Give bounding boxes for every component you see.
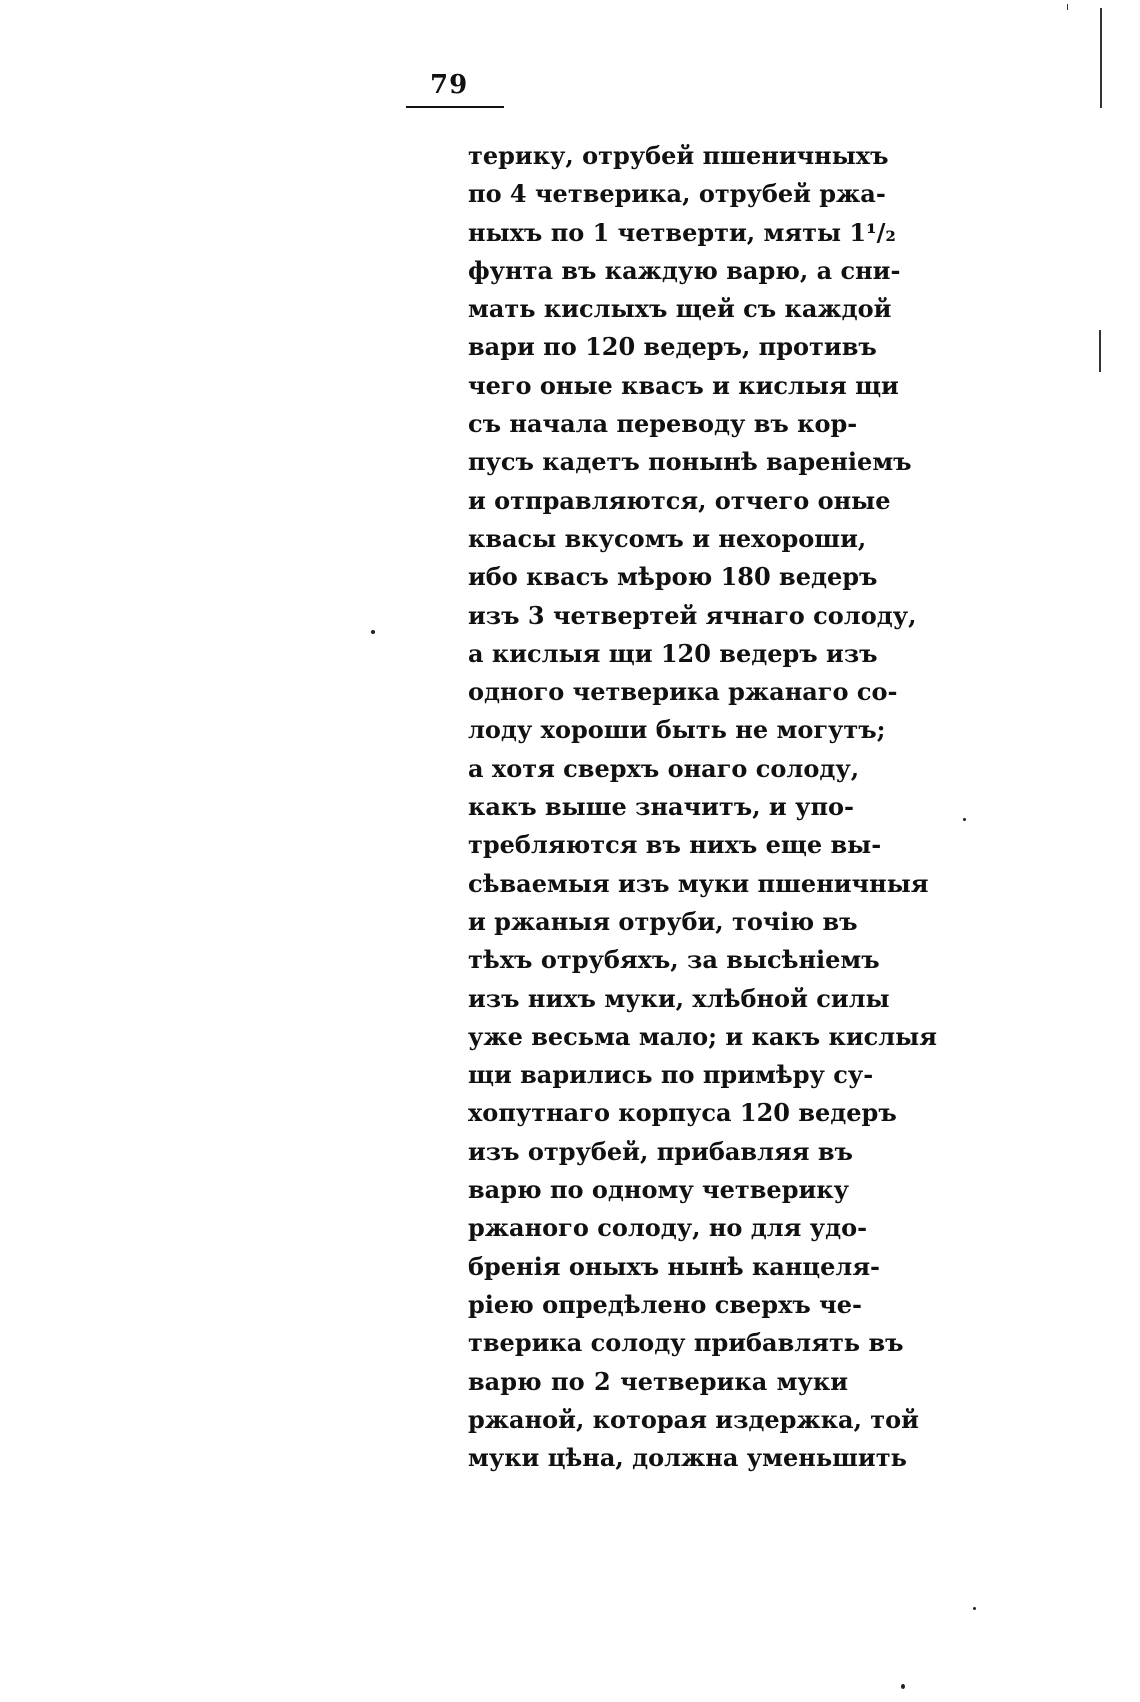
text-line: ріею опредѣлено сверхъ че- [468,1289,862,1319]
text-line: и ржаныя отруби, точію въ [468,906,858,936]
scan-speck [371,630,375,634]
text-line: съ начала переводу въ кор- [468,409,858,439]
text-line: одного четверика ржанаго со- [468,677,898,707]
text-line: варю по 2 четверика муки [468,1366,848,1396]
text-line: ржаного солоду, но для удо- [468,1213,868,1243]
text-line: фунта въ каждую варю, а сни- [468,255,901,285]
text-line: ныхъ по 1 четверти, мяты 1¹/₂ [468,217,896,247]
text-line: какъ выше значитъ, и упо- [468,792,854,822]
text-line: изъ нихъ муки, хлѣбной силы [468,983,890,1013]
text-line: изъ отрубей, прибавляя въ [468,1136,853,1166]
text-line: мать кислыхъ щей съ каждой [468,294,892,324]
text-line: изъ 3 четвертей ячнаго солоду, [468,600,917,630]
text-line: а кислыя щи 120 ведеръ изъ [468,638,878,668]
text-line: пусъ кадетъ понынѣ вареніемъ [468,447,912,477]
text-line: лоду хороши быть не могутъ; [468,715,886,745]
text-line: бренія оныхъ нынѣ канцеля- [468,1251,881,1281]
page-number: 79 [430,70,469,100]
text-line: сѣваемыя изъ муки пшеничныя [468,868,929,898]
scan-speck [901,1684,905,1689]
scan-speck [973,1607,976,1610]
text-line: варю по одному четверику [468,1175,849,1205]
text-line: квасы вкусомъ и нехороши, [468,523,867,553]
text-line: терику, отрубей пшеничныхъ [468,141,889,170]
text-line: а хотя сверхъ онаго солоду, [468,753,860,783]
text-column [468,137,937,1477]
text-line: тверика солоду прибавлять въ [468,1328,904,1358]
header-rule [406,106,504,108]
scan-edge-mark [1099,330,1101,372]
scan-edge-mark [1100,8,1102,108]
scan-edge-mark [1067,4,1068,10]
text-line: вари по 120 ведеръ, противъ [468,332,877,362]
text-line: уже весьма мало; и какъ кислыя [468,1021,937,1051]
scan-speck [963,818,966,821]
text-line: тѣхъ отрубяхъ, за высѣніемъ [468,945,880,975]
text-line: ибо квасъ мѣрою 180 ведеръ [468,562,878,592]
text-line: требляются въ нихъ еще вы- [468,830,882,860]
text-line: по 4 четверика, отрубей ржа- [468,179,886,209]
text-line: и отправляются, отчего оные [468,485,891,515]
text-line: чего оные квасъ и кислыя щи [468,370,899,400]
text-line: щи варились по примѣру су- [468,1060,874,1090]
text-line: хопутнаго корпуса 120 ведеръ [468,1098,897,1128]
text-line: ржаной, которая издержка, той [468,1404,919,1434]
text-line: муки цѣна, должна уменьшить [468,1443,907,1473]
